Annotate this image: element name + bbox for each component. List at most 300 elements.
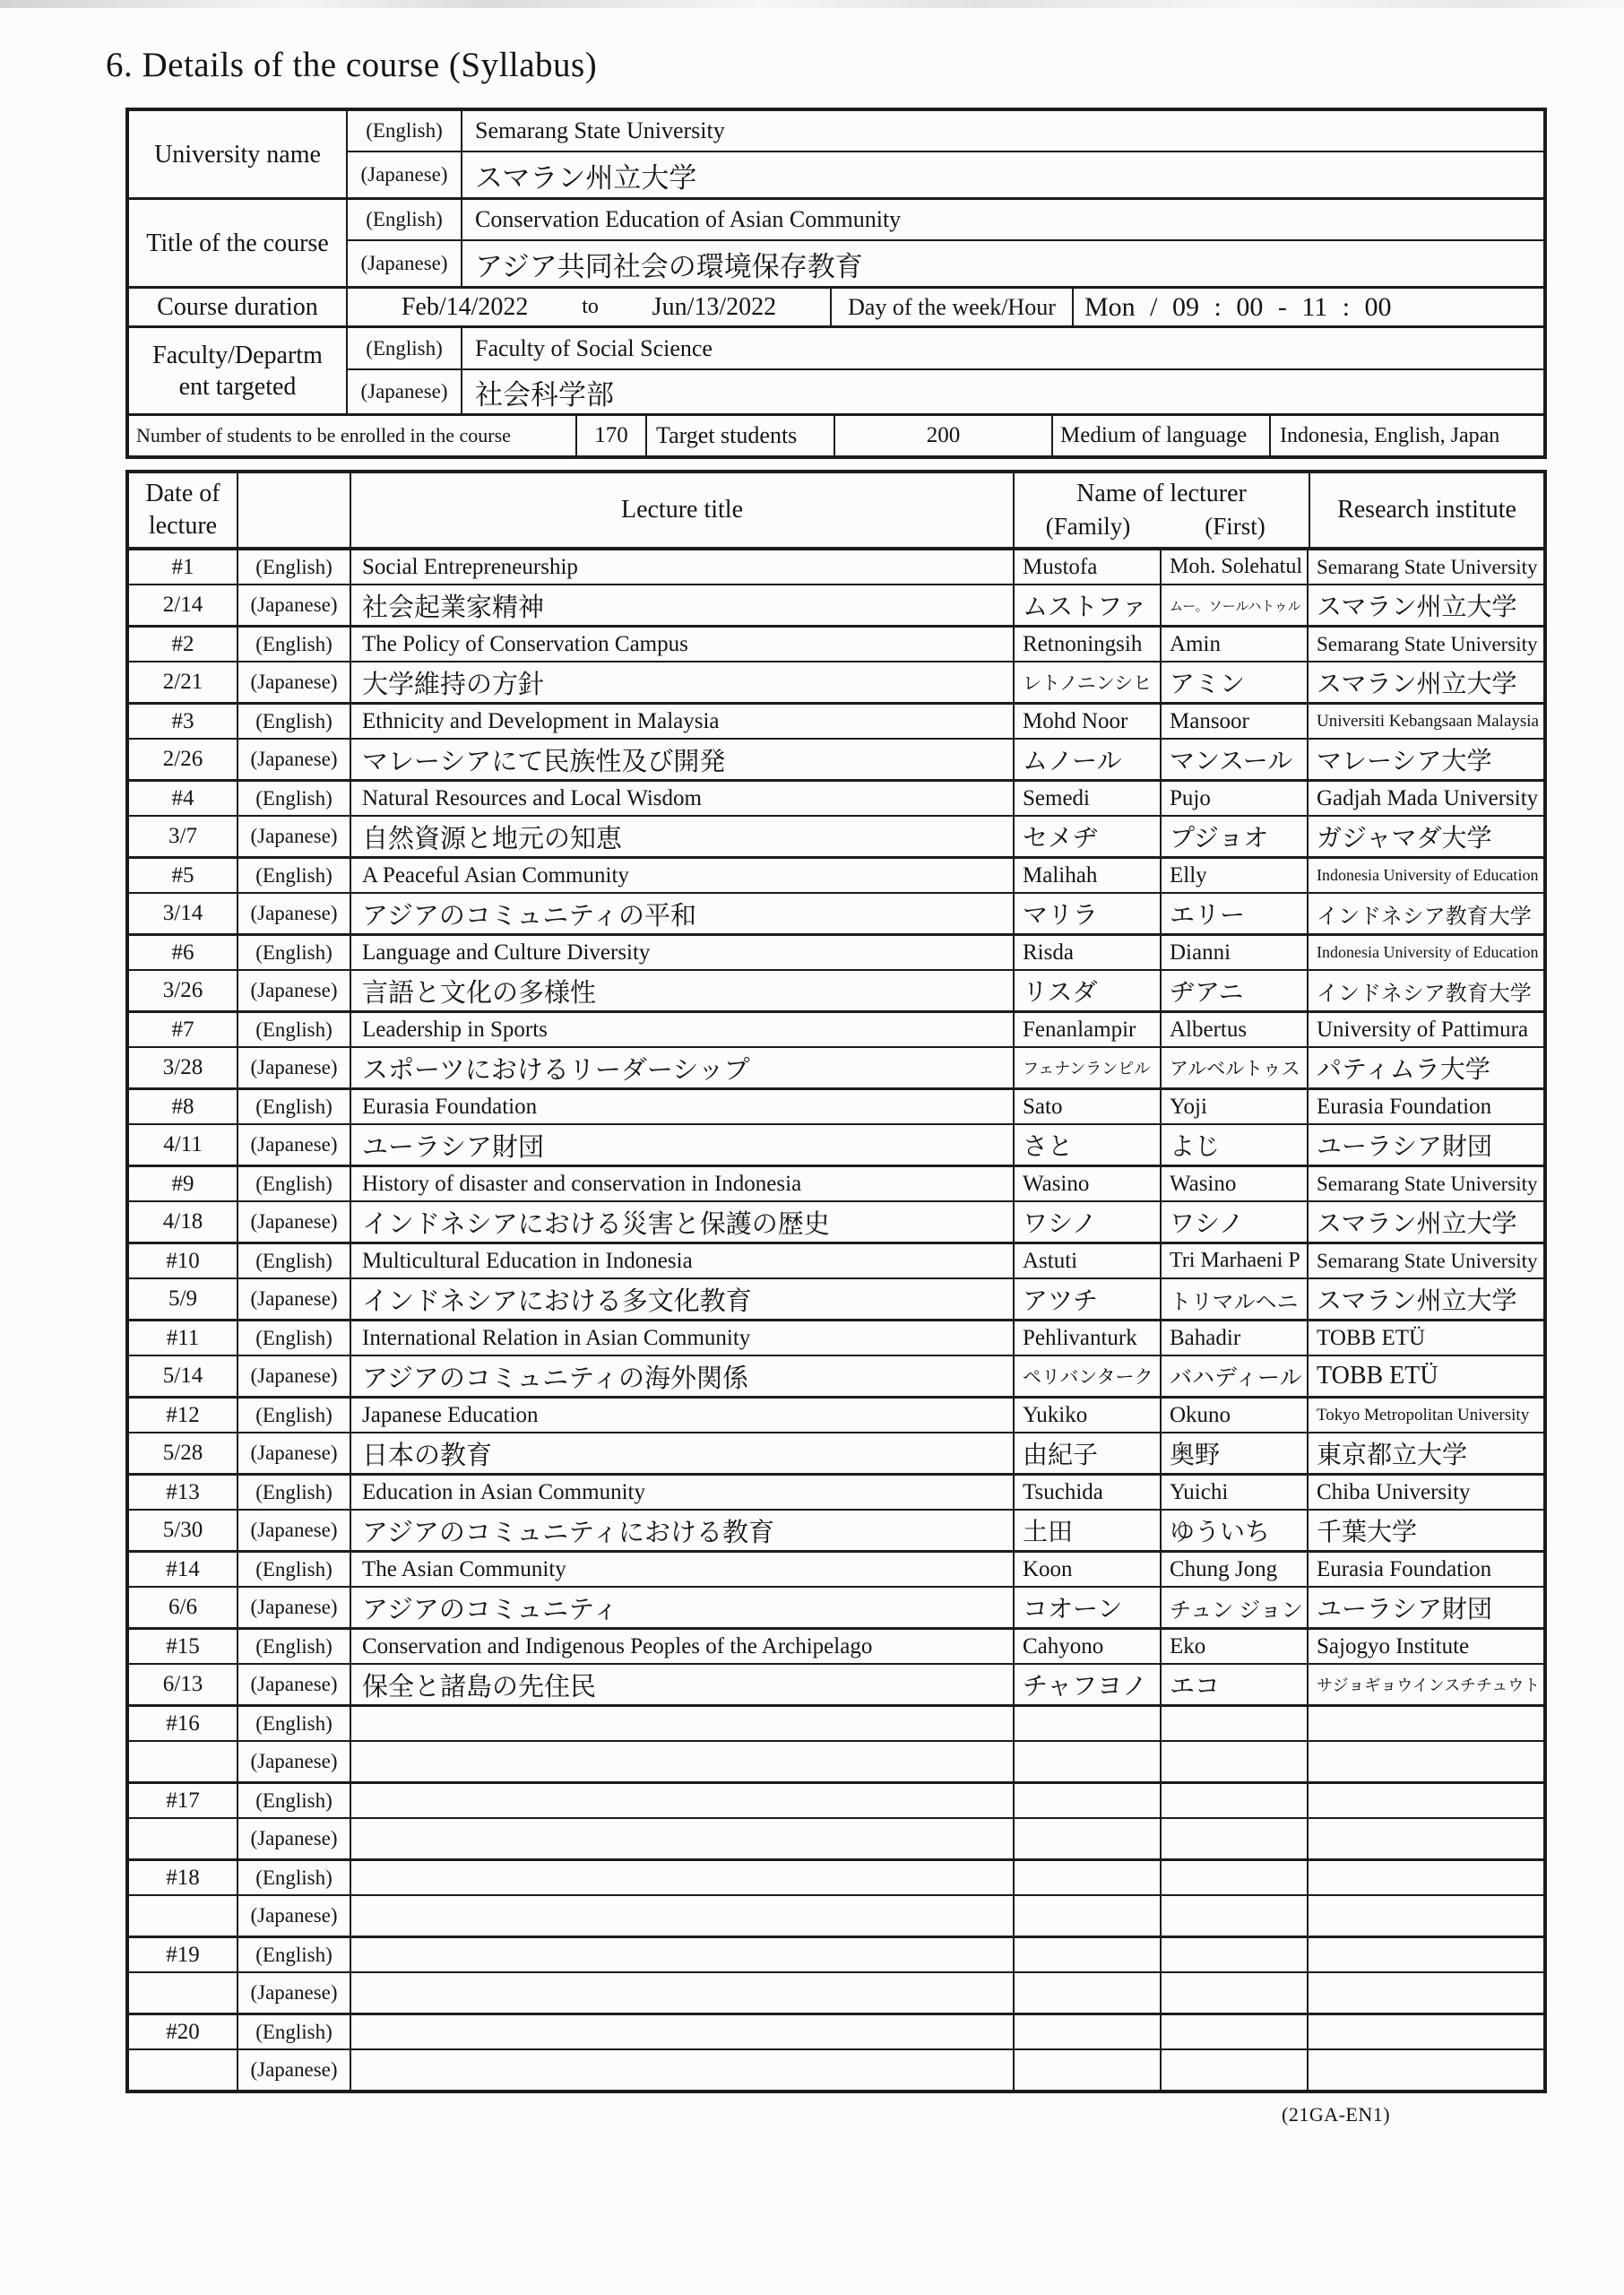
language-label-japanese: (Japanese) (238, 1819, 351, 1858)
lecture-title-english: The Asian Community (351, 1553, 1015, 1586)
lecture-date: 3/7 (129, 817, 238, 856)
research-institute-japanese: パティムラ大学 (1317, 1056, 1490, 1084)
lecture-title-english: International Relation in Asian Community (351, 1321, 1015, 1355)
lecture-number: #9 (129, 1167, 238, 1200)
lecturer-family-japanese: コオーン (1015, 1588, 1162, 1627)
lecturer-first-japanese: 奥野 (1162, 1433, 1309, 1473)
research-institute-japanese: インドネシア教育大学 (1317, 982, 1532, 1006)
research-institute-english (1309, 2015, 1543, 2048)
header-research-institute: Research institute (1337, 495, 1516, 524)
lecture-title-japanese: アジアのコミュニティにおける教育 (351, 1511, 1015, 1550)
lecture-title-english (351, 1938, 1015, 1971)
lecture-date: 3/26 (129, 971, 238, 1010)
lecturer-family-japanese: 土田 (1015, 1511, 1162, 1550)
research-institute-english: Semarang State University (1317, 555, 1538, 578)
university-name-japanese: スマラン州立大学 (475, 161, 697, 194)
university-name-block (129, 111, 1543, 200)
lecture-title-english: Leadership in Sports (351, 1013, 1015, 1046)
language-label-english: (English) (238, 705, 351, 738)
lecture-date (129, 1896, 238, 1936)
course-title-english: Conservation Education of Asian Community (475, 206, 902, 232)
lecturer-family-english (1015, 2015, 1162, 2048)
students-enrolled-label: Number of students to be enrolled in the course (129, 416, 577, 455)
research-institute-japanese (1309, 1896, 1543, 1936)
university-name-english: Semarang State University (475, 117, 725, 143)
language-label-english: (English) (238, 1167, 351, 1200)
lecturer-family-english (1015, 1938, 1162, 1971)
lecture-number: #2 (129, 628, 238, 661)
lecture-title-english: A Peaceful Asian Community (351, 859, 1015, 892)
lecturer-family-english: Tsuchida (1015, 1476, 1162, 1509)
lecture-date (129, 1973, 238, 2013)
lecture-title-english: Japanese Education (351, 1399, 1015, 1432)
lecture-number: #7 (129, 1013, 238, 1046)
lecture-number: #14 (129, 1553, 238, 1586)
research-institute-english: Indonesia University of Education (1317, 866, 1539, 884)
research-institute-japanese: インドネシア教育大学 (1317, 905, 1532, 929)
language-label-japanese: (Japanese) (238, 1279, 351, 1319)
language-label-english: (English) (238, 2015, 351, 2048)
language-label-english: (English) (238, 1476, 351, 1509)
research-institute-english (1309, 1707, 1543, 1740)
lecture-number: #12 (129, 1399, 238, 1432)
lecturer-first-english: Tri Marhaeni P (1162, 1244, 1309, 1277)
lecture-table-header (129, 473, 1543, 550)
lecturer-first-japanese: ゆういち (1162, 1511, 1309, 1550)
lecture-title-english: Language and Culture Diversity (351, 936, 1015, 969)
lecturer-first-english: Dianni (1162, 936, 1309, 969)
lecture-title-english (351, 2015, 1015, 2048)
lecturer-first-english: Okuno (1162, 1399, 1309, 1432)
lecturer-family-japanese: フェナンランピル (1015, 1048, 1162, 1087)
lecture-row (129, 859, 1543, 936)
language-label-english: (English) (238, 859, 351, 892)
language-label-english: (English) (238, 1784, 351, 1817)
lecture-number: #20 (129, 2015, 238, 2048)
medium-of-language-label: Medium of language (1053, 416, 1271, 455)
language-label-english: (English) (238, 1861, 351, 1894)
lecturer-family-japanese: チャフヨノ (1015, 1665, 1162, 1704)
lecture-row (129, 2015, 1543, 2090)
lecture-title-english: Natural Resources and Local Wisdom (351, 782, 1015, 815)
lecturer-first-japanese: エコ (1162, 1665, 1309, 1704)
lecturer-family-japanese: アツチ (1015, 1279, 1162, 1319)
lecturer-family-english (1015, 1784, 1162, 1817)
course-title-japanese: アジア共同社会の環境保存教育 (475, 250, 863, 282)
lecture-title-japanese: ユーラシア財団 (351, 1125, 1015, 1165)
language-label-english: (English) (348, 200, 462, 239)
faculty-english: Faculty of Social Science (475, 334, 713, 361)
lecture-row (129, 1630, 1543, 1707)
lecturer-family-japanese (1015, 1896, 1162, 1936)
lecture-title-japanese: インドネシアにおける災害と保護の歴史 (351, 1202, 1015, 1242)
lecture-date: 5/9 (129, 1279, 238, 1319)
lecture-date (129, 1819, 238, 1858)
language-label-japanese: (Japanese) (348, 241, 462, 286)
language-label-english: (English) (238, 1938, 351, 1971)
lecture-row (129, 936, 1543, 1013)
lecture-title-english: Eurasia Foundation (351, 1090, 1015, 1123)
lecturer-family-english: Malihah (1015, 859, 1162, 892)
language-label-english: (English) (348, 111, 462, 151)
header-name-of-lecturer (1015, 473, 1310, 547)
lecturer-first-japanese (1162, 1742, 1309, 1781)
lecture-row (129, 1553, 1543, 1630)
lecture-number: #17 (129, 1784, 238, 1817)
students-row (129, 416, 1543, 455)
lecturer-family-english: Mohd Noor (1015, 705, 1162, 738)
lecture-schedule-table (125, 470, 1547, 2093)
lecturer-family-japanese (1015, 1742, 1162, 1781)
lecture-row (129, 1938, 1543, 2015)
lecturer-family-japanese: マリラ (1015, 894, 1162, 933)
research-institute-japanese: サジョギョウインスチチュウト (1317, 1676, 1541, 1694)
language-label-english: (English) (238, 936, 351, 969)
lecturer-family-japanese: ムストファ (1015, 585, 1162, 625)
lecture-rows (129, 550, 1543, 2090)
lecturer-first-english: Moh. Solehatul (1162, 550, 1309, 584)
header-lecturer-caption: Name of lecturer (1076, 480, 1247, 508)
lecturer-first-japanese: よじ (1162, 1125, 1309, 1165)
lecture-row (129, 1167, 1543, 1244)
lecture-title-japanese (351, 1896, 1015, 1936)
language-label-japanese: (Japanese) (238, 1356, 351, 1396)
lecturer-first-english: Yuichi (1162, 1476, 1309, 1509)
target-students-value: 200 (835, 416, 1053, 455)
language-label-english: (English) (348, 328, 462, 368)
lecture-title-japanese (351, 2050, 1015, 2090)
language-label-english: (English) (238, 1321, 351, 1355)
lecture-number: #15 (129, 1630, 238, 1663)
lecturer-first-english (1162, 1938, 1309, 1971)
lecturer-family-english: Fenanlampir (1015, 1013, 1162, 1046)
lecture-number: #3 (129, 705, 238, 738)
lecturer-first-english: Wasino (1162, 1167, 1309, 1200)
lecturer-family-japanese (1015, 1819, 1162, 1858)
language-label-japanese: (Japanese) (348, 370, 462, 413)
lecture-title-japanese: 保全と諸島の先住民 (351, 1665, 1015, 1704)
lecture-row (129, 1321, 1543, 1399)
lecturer-family-english: Sato (1015, 1090, 1162, 1123)
language-label-japanese: (Japanese) (238, 1048, 351, 1087)
page-title: 6. Details of the course (Syllabus) (106, 46, 598, 84)
research-institute-japanese: マレーシア大学 (1317, 748, 1492, 775)
lecturer-first-japanese: アミン (1162, 663, 1309, 702)
lecture-title-english (351, 1707, 1015, 1740)
lecturer-family-english: Wasino (1015, 1167, 1162, 1200)
course-duration-label: Course duration (129, 289, 348, 325)
research-institute-english: Tokyo Metropolitan University (1317, 1405, 1530, 1425)
language-label-japanese: (Japanese) (238, 585, 351, 625)
language-label-english: (English) (238, 1013, 351, 1046)
header-family-name: (Family) (1045, 512, 1131, 540)
lecturer-family-english: Cahyono (1015, 1630, 1162, 1663)
lecturer-family-japanese: 由紀子 (1015, 1433, 1162, 1473)
lecture-title-japanese: アジアのコミュニティの平和 (351, 894, 1015, 933)
lecture-date: 2/26 (129, 740, 238, 779)
lecturer-first-japanese: ヂアニ (1162, 971, 1309, 1010)
form-code: (21GA-EN1) (1282, 2103, 1391, 2126)
lecture-row (129, 1013, 1543, 1090)
language-label-english: (English) (238, 1244, 351, 1277)
lecture-row (129, 705, 1543, 782)
research-institute-english: Eurasia Foundation (1317, 1556, 1492, 1581)
lecture-title-english: The Policy of Conservation Campus (351, 628, 1015, 661)
research-institute-japanese: スマラン州立大学 (1317, 671, 1517, 698)
lecturer-family-japanese: レトノニンシヒ (1015, 663, 1162, 702)
lecturer-family-japanese: セメヂ (1015, 817, 1162, 856)
lecture-number: #5 (129, 859, 238, 892)
language-label-japanese: (Japanese) (238, 1973, 351, 2013)
lecture-date: 2/21 (129, 663, 238, 702)
lecturer-first-english: Pujo (1162, 782, 1309, 815)
course-info-table (125, 108, 1547, 459)
language-label-english: (English) (238, 1553, 351, 1586)
lecture-title-english: History of disaster and conservation in Indonesia (351, 1167, 1015, 1200)
lecture-number: #11 (129, 1321, 238, 1355)
lecture-number: #1 (129, 550, 238, 584)
language-label-japanese: (Japanese) (238, 1433, 351, 1473)
research-institute-english: Chiba University (1317, 1479, 1471, 1504)
lecturer-family-english: Semedi (1015, 782, 1162, 815)
medium-of-language-value: Indonesia, English, Japan (1280, 423, 1500, 447)
lecturer-first-japanese: ワシノ (1162, 1202, 1309, 1242)
lecture-date: 6/6 (129, 1588, 238, 1627)
lecture-title-japanese: アジアのコミュニティの海外関係 (351, 1356, 1015, 1396)
day-hour-label: Day of the week/Hour (832, 289, 1074, 325)
language-label-english: (English) (238, 1707, 351, 1740)
lecturer-first-english: Eko (1162, 1630, 1309, 1663)
lecture-title-english: Multicultural Education in Indonesia (351, 1244, 1015, 1277)
research-institute-english: University of Pattimura (1317, 1017, 1529, 1042)
lecturer-first-english: Amin (1162, 628, 1309, 661)
language-label-english: (English) (238, 1090, 351, 1123)
lecturer-first-english (1162, 1784, 1309, 1817)
lecture-date: 5/28 (129, 1433, 238, 1473)
lecturer-family-english: Pehlivanturk (1015, 1321, 1162, 1355)
lecture-date: 4/11 (129, 1125, 238, 1165)
language-label-english: (English) (238, 782, 351, 815)
lecturer-first-japanese (1162, 2050, 1309, 2090)
lecture-date: 5/14 (129, 1356, 238, 1396)
language-label-english: (English) (238, 550, 351, 584)
lecture-row (129, 1476, 1543, 1553)
lecture-date: 3/28 (129, 1048, 238, 1087)
lecture-row (129, 782, 1543, 859)
lecture-date: 2/14 (129, 585, 238, 625)
header-first-name: (First) (1205, 512, 1266, 540)
lecture-date: 5/30 (129, 1511, 238, 1550)
lecture-date: 6/13 (129, 1665, 238, 1704)
lecture-row (129, 1090, 1543, 1167)
lecture-title-english (351, 1784, 1015, 1817)
research-institute-english (1309, 1784, 1543, 1817)
language-label-japanese: (Japanese) (238, 894, 351, 933)
course-title-block (129, 200, 1543, 289)
research-institute-english: Gadjah Mada University (1317, 785, 1539, 810)
lecturer-first-japanese (1162, 1819, 1309, 1858)
research-institute-japanese: ユーラシア財団 (1317, 1596, 1493, 1624)
language-label-japanese: (Japanese) (238, 971, 351, 1010)
lecture-number: #4 (129, 782, 238, 815)
lecturer-family-japanese: ペリバンターク (1015, 1356, 1162, 1396)
language-label-japanese: (Japanese) (238, 2050, 351, 2090)
lecturer-family-japanese: ワシノ (1015, 1202, 1162, 1242)
lecturer-first-japanese: バハディール (1162, 1356, 1309, 1396)
lecture-title-japanese: アジアのコミュニティ (351, 1588, 1015, 1627)
lecturer-family-english (1015, 1707, 1162, 1740)
header-date-of-lecture: Date of lecture (129, 473, 238, 547)
day-hour-value: Mon / 09 : 00 - 11 : 00 (1084, 291, 1392, 322)
research-institute-english: Indonesia University of Education (1317, 943, 1539, 961)
lecturer-first-japanese: マンスール (1162, 740, 1309, 779)
research-institute-english: TOBB ETÜ (1317, 1325, 1426, 1350)
scan-artifact-top (0, 0, 1624, 8)
course-duration-row (129, 289, 1543, 328)
lecturer-family-japanese (1015, 1973, 1162, 2013)
lecturer-family-english: Koon (1015, 1553, 1162, 1586)
research-institute-english: Semarang State University (1317, 1172, 1538, 1195)
research-institute-japanese: スマラン州立大学 (1317, 1287, 1517, 1315)
lecture-title-japanese: 言語と文化の多様性 (351, 971, 1015, 1010)
language-label-english: (English) (238, 628, 351, 661)
language-label-japanese: (Japanese) (238, 817, 351, 856)
lecturer-family-english (1015, 1861, 1162, 1894)
language-label-japanese: (Japanese) (238, 1511, 351, 1550)
lecturer-first-japanese: プジョオ (1162, 817, 1309, 856)
lecture-title-english: Ethnicity and Development in Malaysia (351, 705, 1015, 738)
lecturer-first-japanese: トリマルヘニ (1162, 1279, 1309, 1319)
lecture-row (129, 1861, 1543, 1938)
research-institute-japanese: ガジャマダ大学 (1317, 825, 1492, 853)
lecture-row (129, 628, 1543, 705)
lecturer-family-english: Yukiko (1015, 1399, 1162, 1432)
lecture-date (129, 2050, 238, 2090)
faculty-label: Faculty/Departm ent targeted (129, 328, 348, 413)
language-label-japanese: (Japanese) (238, 1896, 351, 1936)
lecture-title-japanese (351, 1819, 1015, 1858)
header-lecture-title: Lecture title (351, 473, 1015, 547)
research-institute-japanese: 東京都立大学 (1317, 1442, 1468, 1469)
lecture-title-japanese: スポーツにおけるリーダーシップ (351, 1048, 1015, 1087)
lecturer-first-english: Yoji (1162, 1090, 1309, 1123)
lecturer-first-english: Chung Jong (1162, 1553, 1309, 1586)
lecturer-first-japanese: チュン ジョン (1162, 1588, 1309, 1627)
lecture-title-english: Conservation and Indigenous Peoples of the Archipelago (351, 1630, 1015, 1663)
lecturer-first-english: Elly (1162, 859, 1309, 892)
lecture-number: #19 (129, 1938, 238, 1971)
lecturer-family-english: Risda (1015, 936, 1162, 969)
lecture-title-japanese: インドネシアにおける多文化教育 (351, 1279, 1015, 1319)
lecturer-first-japanese: エリー (1162, 894, 1309, 933)
target-students-label: Target students (647, 416, 835, 455)
lecture-number: #16 (129, 1707, 238, 1740)
lecture-number: #8 (129, 1090, 238, 1123)
research-institute-english: Semarang State University (1317, 632, 1538, 655)
lecturer-first-japanese (1162, 1896, 1309, 1936)
lecturer-family-japanese: リスダ (1015, 971, 1162, 1010)
lecture-title-japanese (351, 1973, 1015, 2013)
language-label-english: (English) (238, 1630, 351, 1663)
lecture-date: 3/14 (129, 894, 238, 933)
lecturer-family-japanese (1015, 2050, 1162, 2090)
lecturer-first-japanese: ムー。ソールハトゥル (1162, 585, 1309, 625)
duration-to: Jun/13/2022 (652, 292, 777, 321)
research-institute-japanese: TOBB ETÜ (1317, 1362, 1438, 1390)
lecture-number: #13 (129, 1476, 238, 1509)
lecture-date: 4/18 (129, 1202, 238, 1242)
lecture-date (129, 1742, 238, 1781)
language-label-japanese: (Japanese) (348, 152, 462, 197)
course-title-label: Title of the course (129, 200, 348, 286)
duration-from: Feb/14/2022 (401, 292, 529, 321)
lecture-row (129, 1784, 1543, 1861)
language-label-english: (English) (238, 1399, 351, 1432)
duration-to-word: to (582, 295, 599, 318)
course-duration-value (348, 289, 832, 325)
lecturer-first-japanese: アルベルトゥス (1162, 1048, 1309, 1087)
lecture-title-japanese (351, 1742, 1015, 1781)
lecturer-family-japanese: さと (1015, 1125, 1162, 1165)
research-institute-japanese (1309, 1973, 1543, 2013)
research-institute-english: Semarang State University (1317, 1249, 1538, 1272)
language-label-japanese: (Japanese) (238, 1202, 351, 1242)
lecturer-first-english (1162, 1707, 1309, 1740)
research-institute-japanese (1309, 1742, 1543, 1781)
university-name-label: University name (129, 111, 348, 197)
language-label-japanese: (Japanese) (238, 1588, 351, 1627)
lecture-title-japanese: 大学維持の方針 (351, 663, 1015, 702)
language-label-japanese: (Japanese) (238, 740, 351, 779)
lecture-title-japanese: 社会起業家精神 (351, 585, 1015, 625)
lecturer-family-japanese: ムノール (1015, 740, 1162, 779)
language-label-japanese: (Japanese) (238, 1125, 351, 1165)
lecture-title-english: Social Entrepreneurship (351, 550, 1015, 584)
lecturer-first-english: Bahadir (1162, 1321, 1309, 1355)
research-institute-japanese (1309, 1819, 1543, 1858)
lecturer-first-english: Albertus (1162, 1013, 1309, 1046)
research-institute-english: Eurasia Foundation (1317, 1094, 1492, 1119)
lecture-title-japanese: 自然資源と地元の知恵 (351, 817, 1015, 856)
faculty-japanese: 社会科学部 (475, 378, 614, 411)
lecturer-first-english: Mansoor (1162, 705, 1309, 738)
lecturer-family-english: Mustofa (1015, 550, 1162, 584)
research-institute-japanese (1309, 2050, 1543, 2090)
language-label-japanese: (Japanese) (238, 1742, 351, 1781)
research-institute-english: Universiti Kebangsaan Malaysia (1317, 711, 1539, 731)
lecturer-first-english (1162, 1861, 1309, 1894)
lecture-number: #10 (129, 1244, 238, 1277)
research-institute-japanese: スマラン州立大学 (1317, 1210, 1517, 1238)
lecture-row (129, 1244, 1543, 1321)
lecture-title-english (351, 1861, 1015, 1894)
lecture-title-english: Education in Asian Community (351, 1476, 1015, 1509)
lecturer-family-english: Retnoningsih (1015, 628, 1162, 661)
header-language-column (238, 473, 351, 547)
language-label-japanese: (Japanese) (238, 663, 351, 702)
lecturer-family-english: Astuti (1015, 1244, 1162, 1277)
lecturer-first-english (1162, 2015, 1309, 2048)
research-institute-english (1309, 1861, 1543, 1894)
lecture-title-japanese: 日本の教育 (351, 1433, 1015, 1473)
research-institute-japanese: スマラン州立大学 (1317, 593, 1517, 621)
lecture-row (129, 550, 1543, 628)
lecture-row (129, 1399, 1543, 1476)
lecture-row (129, 1707, 1543, 1784)
lecture-title-japanese: マレーシアにて民族性及び開発 (351, 740, 1015, 779)
lecture-number: #18 (129, 1861, 238, 1894)
language-label-japanese: (Japanese) (238, 1665, 351, 1704)
